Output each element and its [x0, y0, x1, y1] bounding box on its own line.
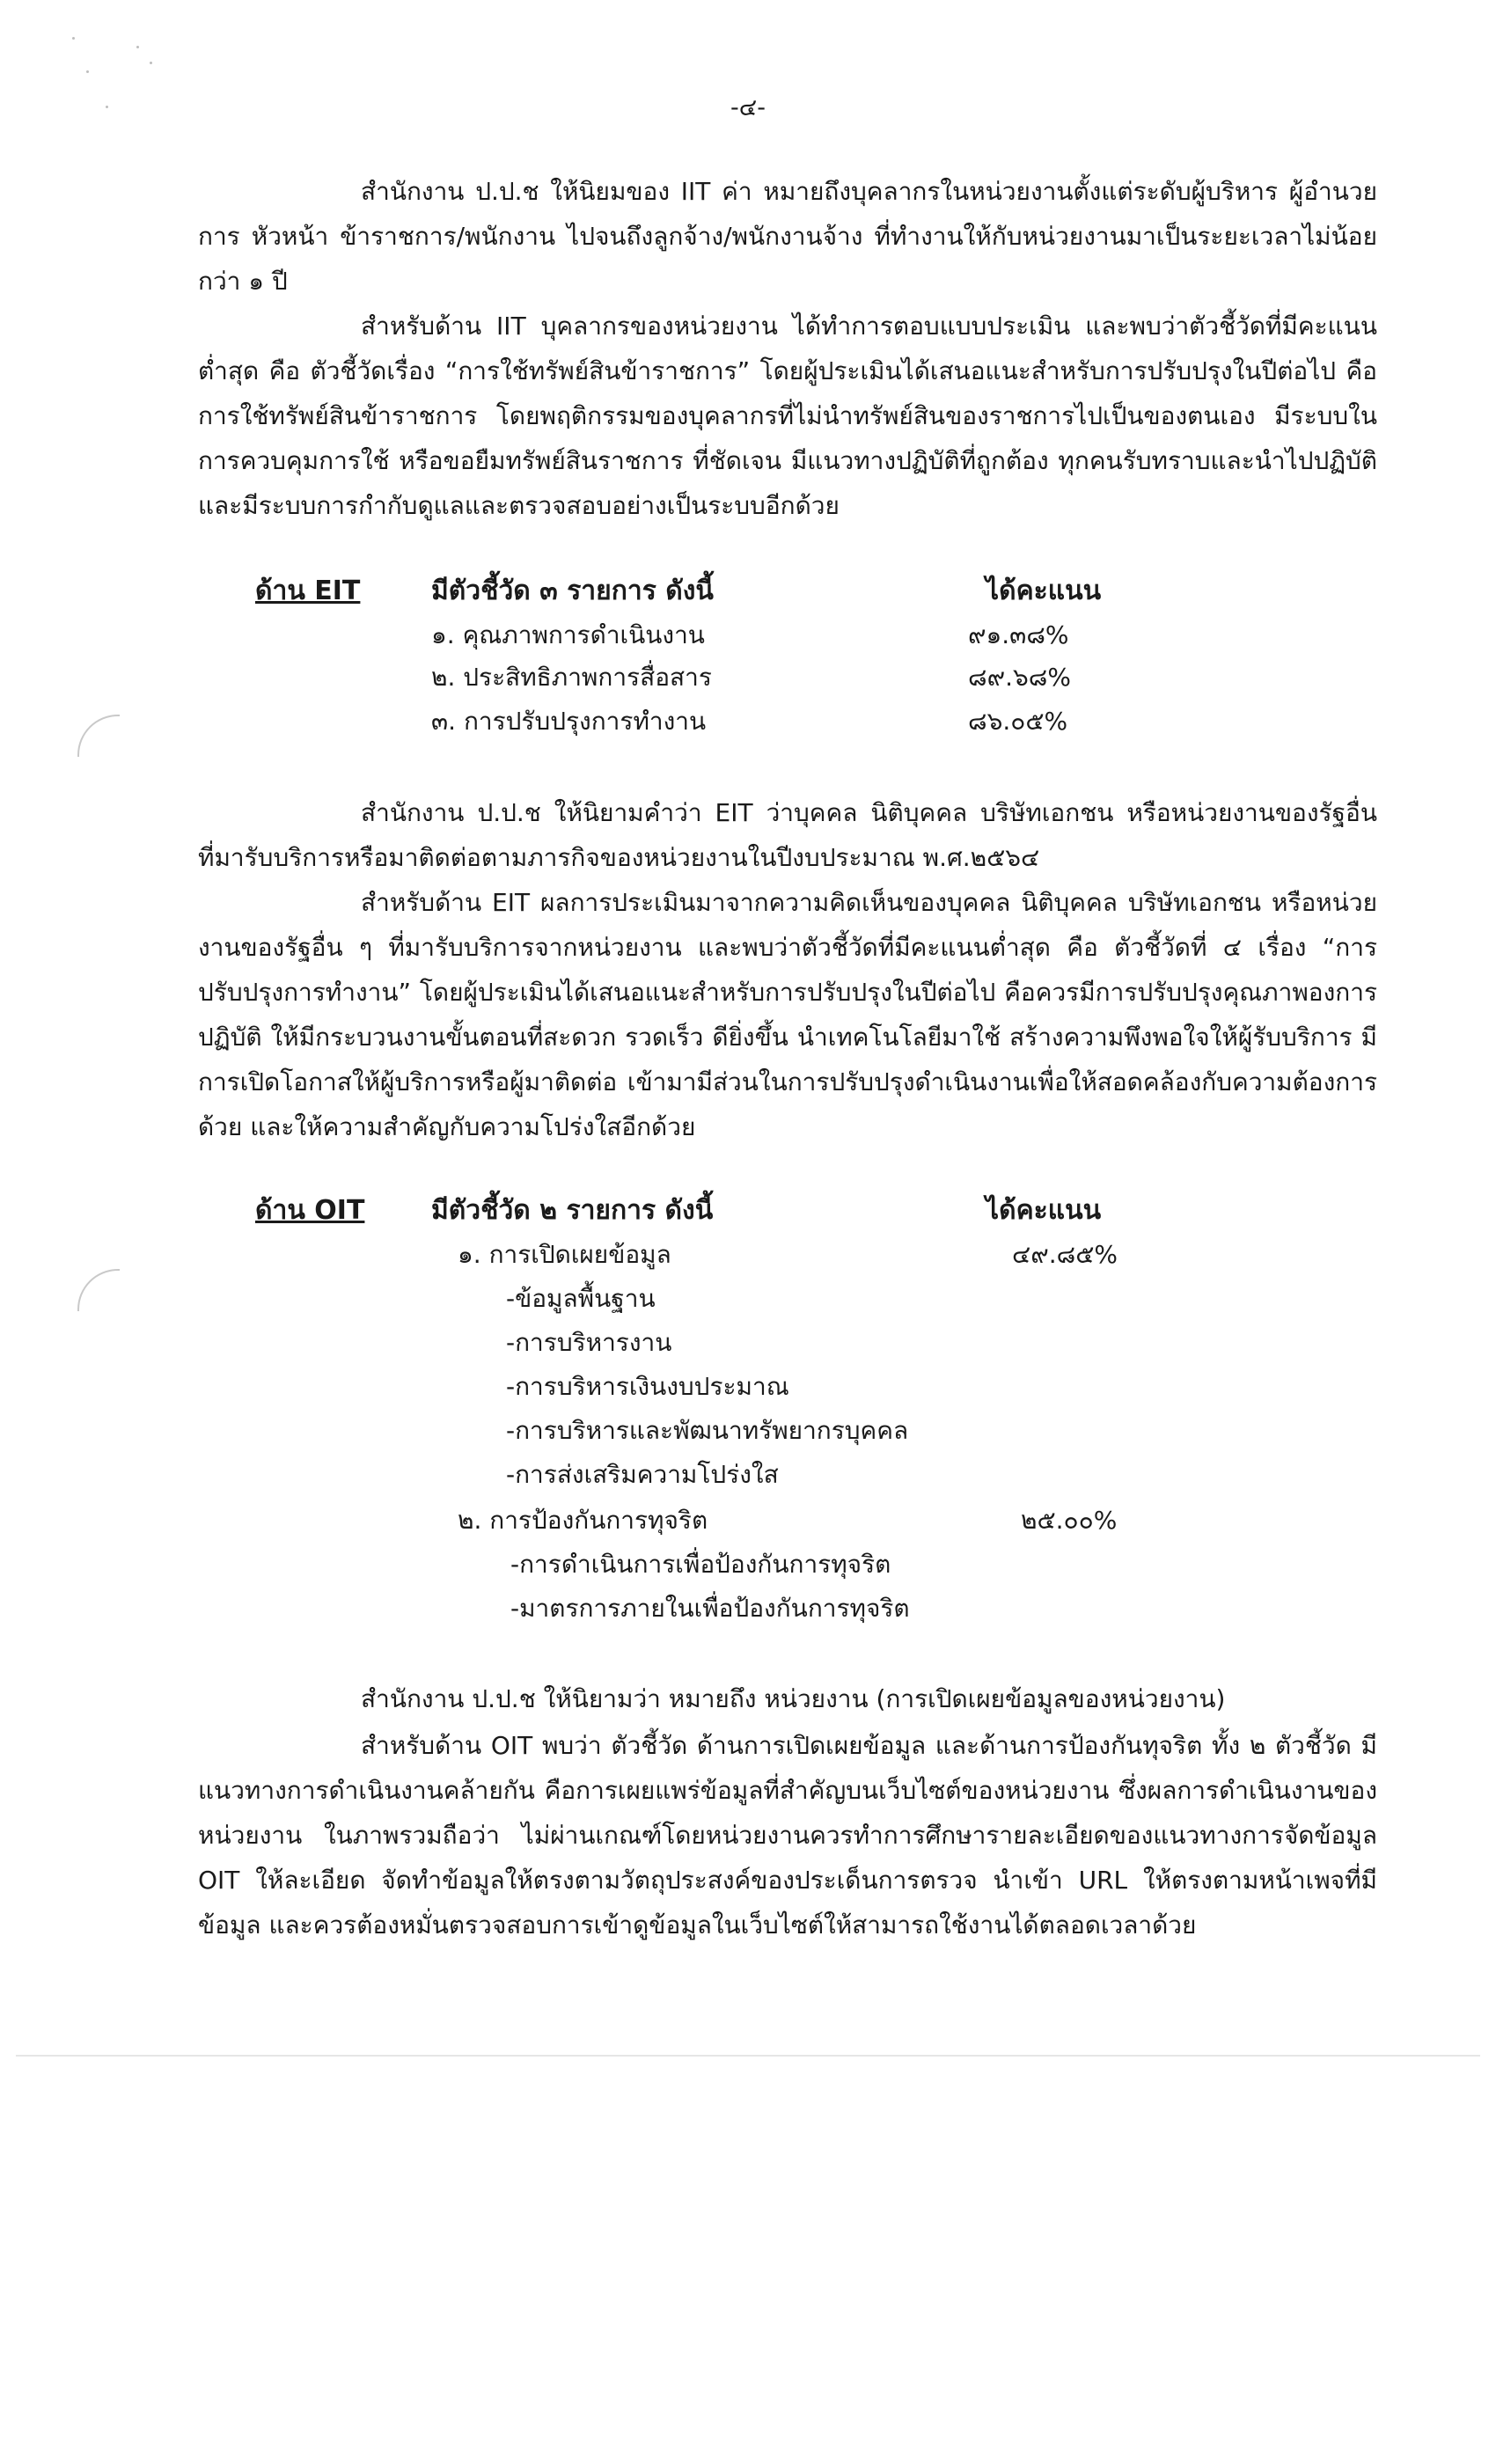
oit-subitem: -มาตรการภายในเพื่อป้องกันการทุจริต [510, 1594, 910, 1623]
eit-section-title: ด้าน EIT [255, 576, 361, 606]
oit-subitem: -การส่งเสริมความโปร่งใส [506, 1460, 779, 1489]
binder-hole-mark [77, 1269, 120, 1311]
eit-indicator-score: ๙๑.๓๘% [968, 620, 1069, 649]
eit-result-text: สำหรับด้าน EIT ผลการประเมินมาจากความคิดเห็นของบุคคล นิติบุคคล บริษัทเอกชน หรือหน่วยงานของรัฐอื่น ๆ ที่มารับบริการจากหน่วยงาน และพบว่าตัวชี้วัดที่มีคะแนนต่ำสุด คือ ตัวชี้วัดที่ ๔ เรื่อง “การปรับปรุงการทำงาน” โดยผู้ประเมินได้เสนอแนะสำหรับการปรับปรุงในปีต่อไป คือควรมีการปรับปรุงคุณภาพองการปฏิบัติ ให้มีกระบวนงานขั้นตอนที่สะดวก รวดเร็ว ดียิ่งขึ้น นำเทคโนโลยีมาใช้ สร้างความพึงพอใจให้ผู้รับบริการ มีการเปิดโอกาสให้ผู้บริการหรือผู้มาติดต่อ เข้ามามีส่วนในการปรับปรุงดำเนินงานเพื่อให้สอดคล้องกับความต้องการด้วย และให้ความสำคัญกับความโปร่งใสอีกด้วย [198, 888, 1377, 1141]
eit-score-header: ได้คะแนน [986, 576, 1102, 606]
oit-section-header [255, 1190, 1135, 1234]
oit-subitem: -ข้อมูลพื้นฐาน [506, 1284, 656, 1313]
eit-indicator-row [431, 658, 1135, 697]
eit-indicator-label: ๒. ประสิทธิภาพการสื่อสาร [431, 663, 712, 692]
scan-bottom-edge [16, 2055, 1480, 2057]
oit-subitem: -การบริหารและพัฒนาทรัพยากรบุคคล [506, 1416, 909, 1445]
iit-result-paragraph [198, 304, 1377, 528]
oit-score-header: ได้คะแนน [986, 1195, 1102, 1226]
oit-indicator-row [458, 1236, 1162, 1274]
oit-subitem: -การดำเนินการเพื่อป้องกันการทุจริต [510, 1550, 891, 1579]
oit-indicator-score: ๔๙.๘๕% [1012, 1240, 1118, 1269]
oit-result-text: สำหรับด้าน OIT พบว่า ตัวชี้วัด ด้านการเปิดเผยข้อมูล และด้านการป้องกันทุจริต ทั้ง ๒ ตัวชี้วัด มีแนวทางการดำเนินงานคล้ายกัน คือการเผยแพร่ข้อมูลที่สำคัญบนเว็บไซต์ของหน่วยงาน ซึ่งผลการดำเนินงานของหน่วยงาน ในภาพรวมถือว่า ไม่ผ่านเกณฑ์โดยหน่วยงานควรทำการศึกษารายละเอียดของแนวทางการจัดข้อมูล OIT ให้ละเอียด จัดทำข้อมูลให้ตรงตามวัตถุประสงค์ของประเด็นการตรวจ นำเข้า URL ให้ตรงตามหน้าเพจที่มีข้อมูล และควรต้องหมั่นตรวจสอบการเข้าดูข้อมูลในเว็บไซต์ให้สามารถใช้งานได้ตลอดเวลาด้วย [198, 1731, 1377, 1940]
scan-speck [136, 46, 139, 48]
eit-indicator-row [431, 702, 1135, 741]
oit-definition-paragraph [198, 1676, 1377, 1721]
oit-indicator-score: ๒๕.๐๐% [1021, 1506, 1118, 1535]
iit-definition-paragraph [198, 169, 1377, 304]
page-number: -๔- [730, 94, 766, 121]
oit-subitem: -การบริหารเงินงบประมาณ [506, 1372, 789, 1401]
eit-section-intro: มีตัวชี้วัด ๓ รายการ ดังนี้ [431, 576, 714, 606]
oit-indicator-label: ๑. การเปิดเผยข้อมูล [458, 1240, 671, 1269]
iit-definition-text: สำนักงาน ป.ป.ช ให้นิยมของ IIT ค่า หมายถึงบุคลากรในหน่วยงานตั้งแต่ระดับผู้บริหาร ผู้อำนวยการ หัวหน้า ข้าราชการ/พนักงาน ไปจนถึงลูกจ้าง/พนักงานจ้าง ที่ทำงานให้กับหน่วยงานมาเป็นระยะเวลาไม่น้อยกว่า ๑ ปี [198, 177, 1377, 296]
eit-indicator-score: ๘๖.๐๕% [968, 707, 1068, 736]
scan-speck [86, 70, 89, 73]
oit-indicator-label: ๒. การป้องกันการทุจริต [458, 1506, 708, 1535]
eit-indicator-score: ๘๙.๖๘% [968, 663, 1071, 692]
scan-speck [150, 62, 152, 64]
eit-section-header [255, 570, 1135, 614]
eit-indicator-row [431, 616, 1135, 655]
scan-speck [72, 37, 75, 40]
oit-subitem: -การบริหารงาน [506, 1328, 672, 1357]
eit-indicator-label: ๓. การปรับปรุงการทำงาน [431, 707, 707, 736]
oit-result-paragraph [198, 1723, 1377, 1947]
oit-section-intro: มีตัวชี้วัด ๒ รายการ ดังนี้ [431, 1195, 714, 1226]
oit-section-title: ด้าน OIT [255, 1195, 365, 1226]
eit-definition-text: สำนักงาน ป.ป.ช ให้นิยามคำว่า EIT ว่าบุคคล นิติบุคคล บริษัทเอกชน หรือหน่วยงานของรัฐอื่น ที่มารับบริการหรือมาติดต่อตามภารกิจของหน่วยงานในปีงบประมาณ พ.ศ.๒๕๖๔ [198, 798, 1377, 872]
oit-definition-text: สำนักงาน ป.ป.ช ให้นิยามว่า หมายถึง หน่วยงาน (การเปิดเผยข้อมูลของหน่วยงาน) [361, 1684, 1226, 1713]
eit-indicator-label: ๑. คุณภาพการดำเนินงาน [431, 620, 705, 649]
iit-result-text: สำหรับด้าน IIT บุคลากรของหน่วยงาน ได้ทำการตอบแบบประเมิน และพบว่าตัวชี้วัดที่มีคะแนนต่ำสุด คือ ตัวชี้วัดเรื่อง “การใช้ทรัพย์สินข้าราชการ” โดยผู้ประเมินได้เสนอแนะสำหรับการปรับปรุงในปีต่อไป คือการใช้ทรัพย์สินข้าราชการ โดยพฤติกรรมของบุคลากรที่ไม่นำทรัพย์สินของราชการไปเป็นของตนเอง มีระบบในการควบคุมการใช้ หรือขอยืมทรัพย์สินราชการ ที่ชัดเจน มีแนวทางปฏิบัติที่ถูกต้อง ทุกคนรับทราบและนำไปปฏิบัติ และมีระบบการกำกับดูแลและตรวจสอบอย่างเป็นระบบอีกด้วย [198, 312, 1377, 520]
binder-hole-mark [77, 715, 120, 757]
oit-indicator-row [458, 1501, 1162, 1540]
eit-result-paragraph [198, 880, 1377, 1149]
eit-definition-paragraph [198, 790, 1377, 880]
